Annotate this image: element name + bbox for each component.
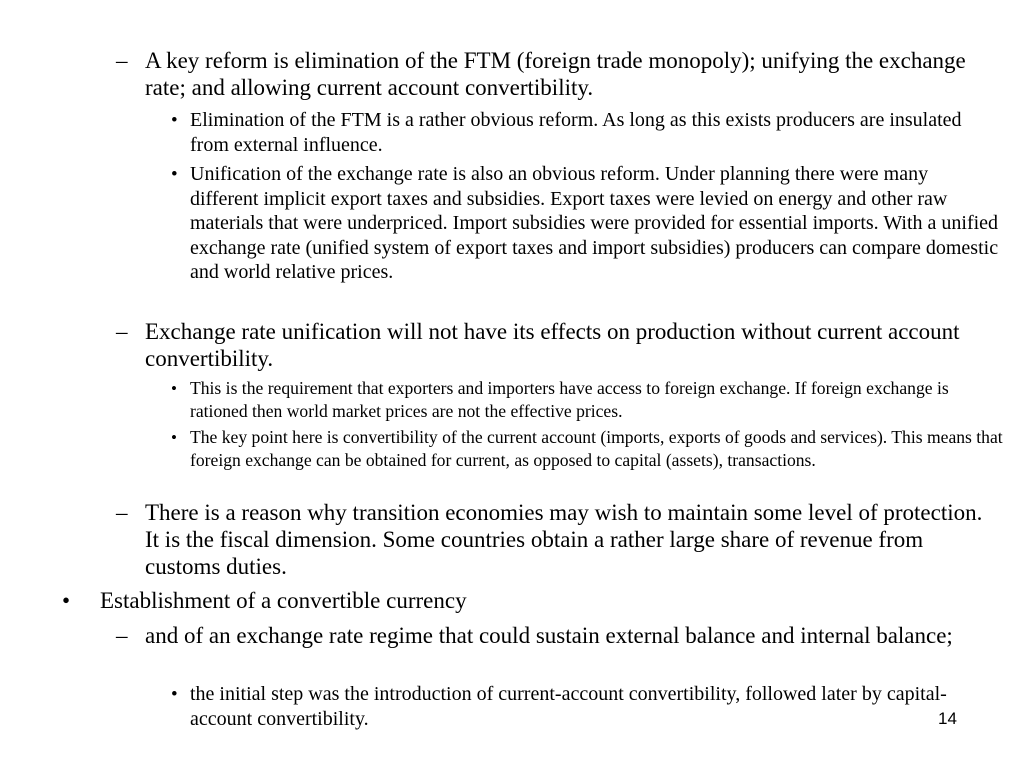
dot-bullet: • xyxy=(171,379,177,398)
dash-bullet: – xyxy=(116,623,128,648)
list-item-text: This is the requirement that exporters and importers have access to foreign exchange. If foreign exchange is rationed then world market prices are not the effective prices. xyxy=(190,378,949,421)
list-item-text: There is a reason why transition economies may wish to maintain some level of protection. It is the fiscal dimension. Some countries obtain a rather large share of revenue from customs duties. xyxy=(145,500,983,579)
dot-bullet: • xyxy=(62,588,71,613)
dash-bullet: – xyxy=(116,48,128,73)
list-item-text: Unification of the exchange rate is also an obvious reform. Under planning there were many different implicit export taxes and subsidies. Export taxes were levied on energy and other raw materials that were underpriced. Import subsidies were provided for essential imports. With a unified exchange rate (unified system of export taxes and import subsidies) producers can compare domestic and world relative prices. xyxy=(190,163,999,283)
dash-bullet: – xyxy=(116,319,128,344)
list-item-text: Exchange rate unification will not have its effects on production without current account convertibility. xyxy=(145,319,960,371)
list-item-text: Establishment of a convertible currency xyxy=(100,588,467,613)
list-item-text: The key point here is convertibility of the current account (imports, exports of goods and services). This means that foreign exchange can be obtained for current, as opposed to capital (assets), transactions. xyxy=(190,427,1003,470)
list-item-text: A key reform is elimination of the FTM (foreign trade monopoly); unifying the exchange rate; and allowing current account convertibility. xyxy=(145,48,966,100)
dash-bullet: – xyxy=(116,500,128,525)
dot-bullet: • xyxy=(171,684,178,705)
page-number: 14 xyxy=(938,709,957,728)
list-item-text: Elimination of the FTM is a rather obvious reform. As long as this exists producers are insulated from external influence. xyxy=(190,109,962,156)
list-item-text: and of an exchange rate regime that could sustain external balance and internal balance; xyxy=(145,623,953,648)
dot-bullet: • xyxy=(171,110,178,131)
list-item-text: the initial step was the introduction of current-account convertibility, followed later by capital-account convertibility. xyxy=(190,683,947,730)
dot-bullet: • xyxy=(171,428,177,447)
dot-bullet: • xyxy=(171,164,178,185)
